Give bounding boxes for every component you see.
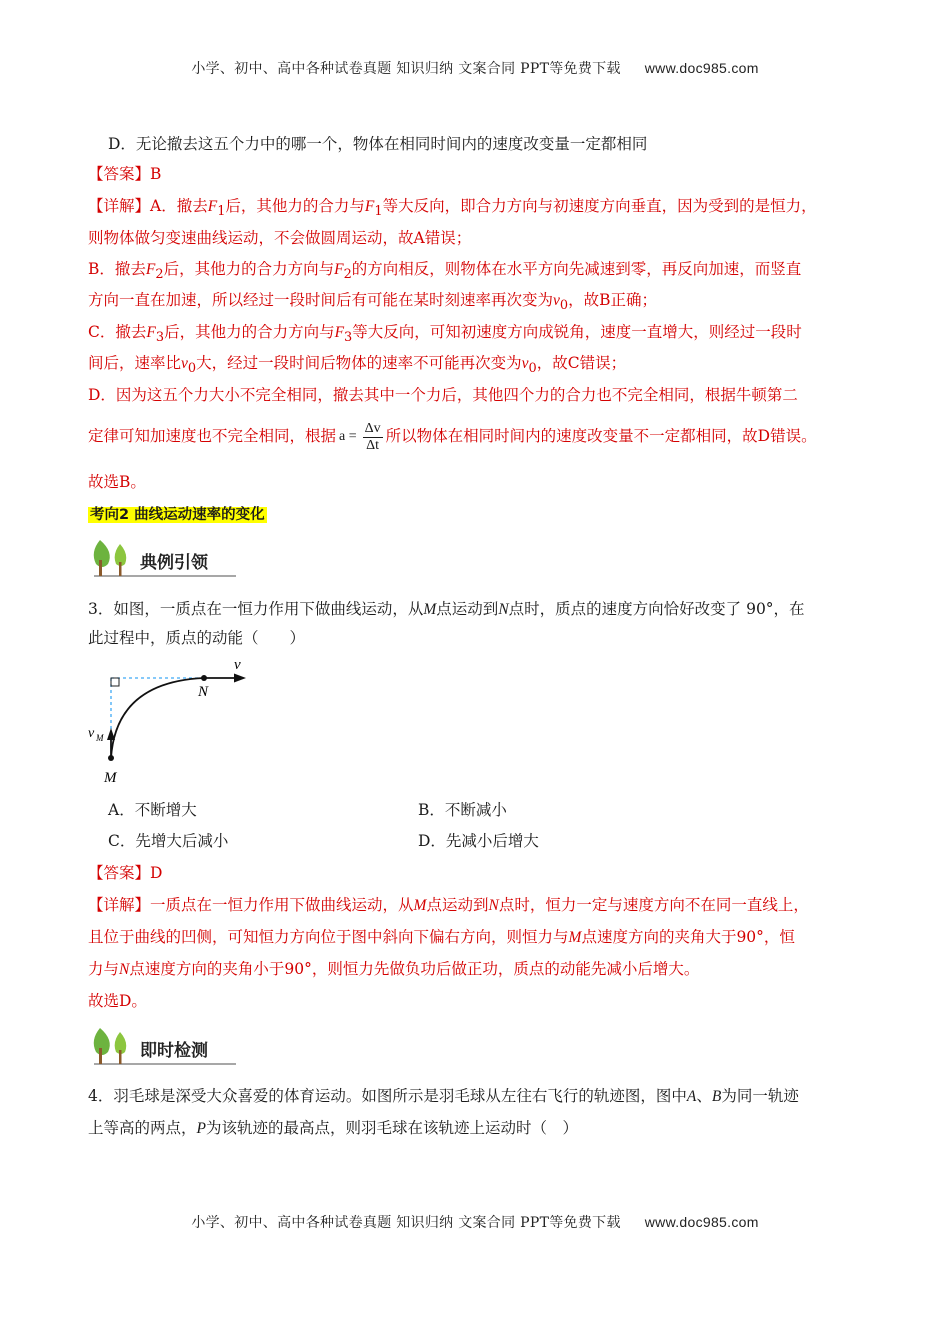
fig-label-v: v <box>234 657 241 673</box>
q2-detail-b2: 方向一直在加速，所以经过一段时间后有可能在某时刻速率再次变为$v_0$，故B正确； <box>88 291 658 314</box>
q2-detail-a1: 【详解】A．撤去$F_1$后，其他力的合力与$F_1$等大反向，即合力方向与初速度方向垂直，因为受到的是恒力， <box>88 197 817 220</box>
q2-answer: 【答案】B <box>88 165 162 183</box>
banner-check <box>88 1024 238 1068</box>
q3-detail-3: 力与N点速度方向的夹角小于90°，则恒力先做负功后做正功，质点的动能先减小后增大。 <box>88 960 700 978</box>
page-header <box>0 58 950 78</box>
q3-option-a[interactable]: A．不断增大 <box>108 801 197 819</box>
q2-detail-a2: 则物体做匀变速曲线运动，不会做圆周运动，故A错误； <box>88 229 472 247</box>
acceleration-formula: a = <box>339 428 357 444</box>
footer-site: www.doc985.com <box>644 1214 759 1230</box>
fig-label-m: M <box>104 770 117 786</box>
q2-detail-c2: 间后，速率比$v_0$大，经过一段时间后物体的速率不可能再次变为$v_0$，故C错误； <box>88 354 627 377</box>
banner-example-label: 典例引领 <box>140 553 208 573</box>
q2-conclusion: 故选B。 <box>88 473 146 491</box>
q3-detail-2: 且位于曲线的凹侧，可知恒力方向位于图中斜向下偏右方向，则恒力与M点速度方向的夹角大于90°，恒 <box>88 928 795 946</box>
q3-detail-1: 【详解】一质点在一恒力作用下做曲线运动，从M点运动到N点时，恒力一定与速度方向不在同一直线上， <box>88 896 809 914</box>
delta-fraction: $\frac{\Delta v}{\Delta t}$ <box>364 420 381 453</box>
fig-label-n: N <box>198 684 209 700</box>
q3-option-d[interactable]: D．先减小后增大 <box>418 832 539 850</box>
q3-figure <box>86 652 256 792</box>
banner-example <box>88 536 238 580</box>
header-site: www.doc985.com <box>644 60 759 76</box>
q2-detail-d1: D．因为这五个力大小不完全相同，撤去其中一个力后，其他四个力的合力也不完全相同，根据牛顿第二 <box>88 386 798 404</box>
footer-text: 小学、初中、高中各种试卷真题 知识归纳 文案合同 PPT等免费下载 <box>191 1215 621 1231</box>
q3-option-c[interactable]: C．先增大后减小 <box>108 832 229 850</box>
header-text: 小学、初中、高中各种试卷真题 知识归纳 文案合同 PPT等免费下载 <box>191 61 621 77</box>
q2-detail-d2: 定律可知加速度也不完全相同，根据 a = $\frac{\Delta v}{\Delta t}$ 所以物体在相同时间内的速度改变量不一定都相同，故D错误。 <box>88 420 817 453</box>
q3-stem-1: 3．如图，一质点在一恒力作用下做曲线运动，从M点运动到N点时，质点的速度方向恰好改变了 90°，在 <box>88 600 805 618</box>
trajectory-diagram <box>86 652 256 792</box>
banner-check-label: 即时检测 <box>140 1041 208 1061</box>
q3-answer: 【答案】D <box>88 864 163 882</box>
q3-option-b[interactable]: B．不断减小 <box>418 801 507 819</box>
q3-conclusion: 故选D。 <box>88 992 147 1010</box>
fig-label-vm: v <box>88 726 95 741</box>
q2-option-d: D．无论撤去这五个力中的哪一个，物体在相同时间内的速度改变量一定都相同 <box>108 135 648 153</box>
section-label: 考向2 曲线运动速率的变化 <box>90 507 265 523</box>
fig-label-vm-sub: M <box>96 733 104 743</box>
q3-stem-2: 此过程中，质点的动能（ ） <box>88 629 306 647</box>
q2-detail-c1: C．撤去$F_3$后，其他力的合力方向与$F_3$等大反向，可知初速度方向成锐角，速度一直增大，则经过一段时 <box>88 323 802 346</box>
q4-stem-2: 上等高的两点，P为该轨迹的最高点，则羽毛球在该轨迹上运动时（ ） <box>88 1119 578 1137</box>
q4-stem-1: 4．羽毛球是深受大众喜爱的体育运动。如图所示是羽毛球从左往右飞行的轨迹图，图中A、B为同一轨迹 <box>88 1087 799 1105</box>
q2-detail-b1: B．撤去$F_2$后，其他力的合力方向与$F_2$的方向相反，则物体在水平方向先减速到零，再反向加速，而竖直 <box>88 260 802 283</box>
page-footer <box>0 1212 950 1232</box>
